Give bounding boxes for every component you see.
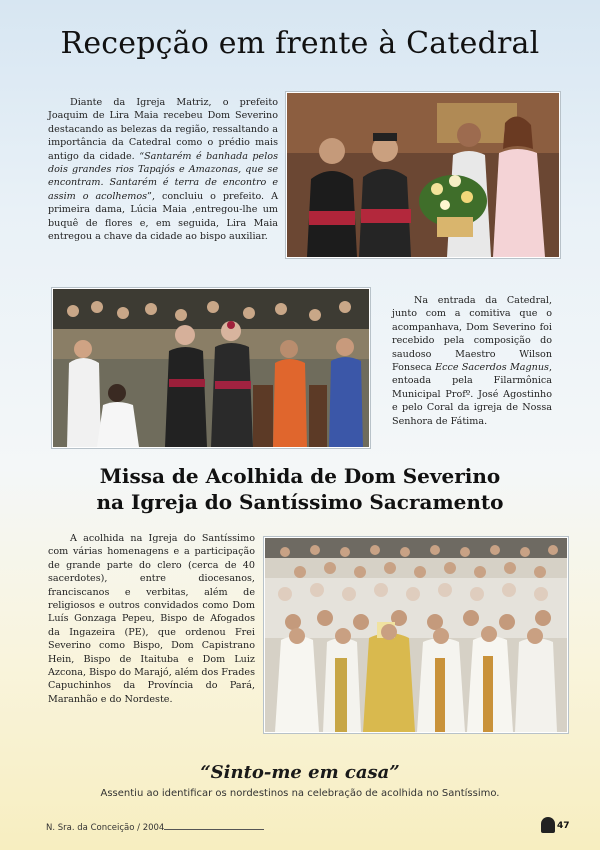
publication-footer: N. Sra. da Conceição / 2004	[46, 823, 165, 833]
page-number-text: 47	[557, 821, 570, 831]
article-title: Recepção em frente à Catedral	[60, 26, 540, 61]
reception-photo	[286, 92, 560, 258]
cathedral-entrance-photo	[52, 288, 370, 448]
footer-divider	[164, 829, 264, 830]
reception-text-after: ”, concluiu o prefeito. A primeira dama, Lúcia Maia ,entregou-lhe um buquê de flores e, em seguida, Lira Maia entregou a chave da cidade ao bispo auxiliar.	[48, 190, 278, 243]
cathedral-entrance-paragraph	[392, 294, 552, 428]
reception-text-before: Diante da Igreja Matriz, o prefeito Joaquim de Lira Maia recebeu Dom Severino destacando as belezas da região, ressaltando a importância da Catedral como o prédio mais antigo da cidade. “	[48, 97, 278, 162]
mass-paragraph	[48, 532, 255, 706]
clergy-group-photo	[264, 537, 568, 733]
hymn-title: Ecce Sacerdos Magnus	[435, 362, 549, 374]
page-number	[541, 817, 571, 835]
reception-paragraph	[48, 96, 278, 243]
pull-quote: “Sinto-me em casa”	[200, 762, 400, 783]
section-title: Missa de Acolhida de Dom Severino na Igreja do Santíssimo Sacramento	[96, 464, 504, 514]
mass-text: A acolhida na Igreja do Santíssimo com várias homenagens e a participação de grande parte do clero (cerca de 40 sacerdotes), entre diocesanos, franciscanos e verbitas, além de religiosos e outros convidados como Dom Luís Gonzaga Pepeu, Bispo de Afogados da Ingazeira (PE), que ordenou Frei Severino como Bispo, Dom Capistrano Hein, Bispo de Itaituba e Dom Luiz Azcona, Bispo do Marajó, além dos Frades Capuchinhos da Província do Pará, Maranhão e do Nordeste.	[48, 533, 256, 705]
entrance-text-after: , entoada pela Filarmônica Municipal Profº. José Agostinho e pelo Coral da igreja de Nossa Senhora de Fátima.	[392, 362, 552, 427]
pull-quote-caption: Assentiu ao identificar os nordestinos na celebração de acolhida no Santíssimo.	[100, 788, 500, 799]
magazine-logo-icon	[541, 817, 555, 833]
entrance-text-before: Na entrada da Catedral, junto com a comitiva que o acompanhava, Dom Severino foi recebido pela composição do saudoso Maestro Wilson Fonseca	[392, 295, 552, 374]
mayor-quote: Santarém é banhada pelos dois grandes rios Tapajós e Amazonas, que se encontram. Santarém é terra de encontro e assim o acolhemos	[48, 150, 279, 202]
